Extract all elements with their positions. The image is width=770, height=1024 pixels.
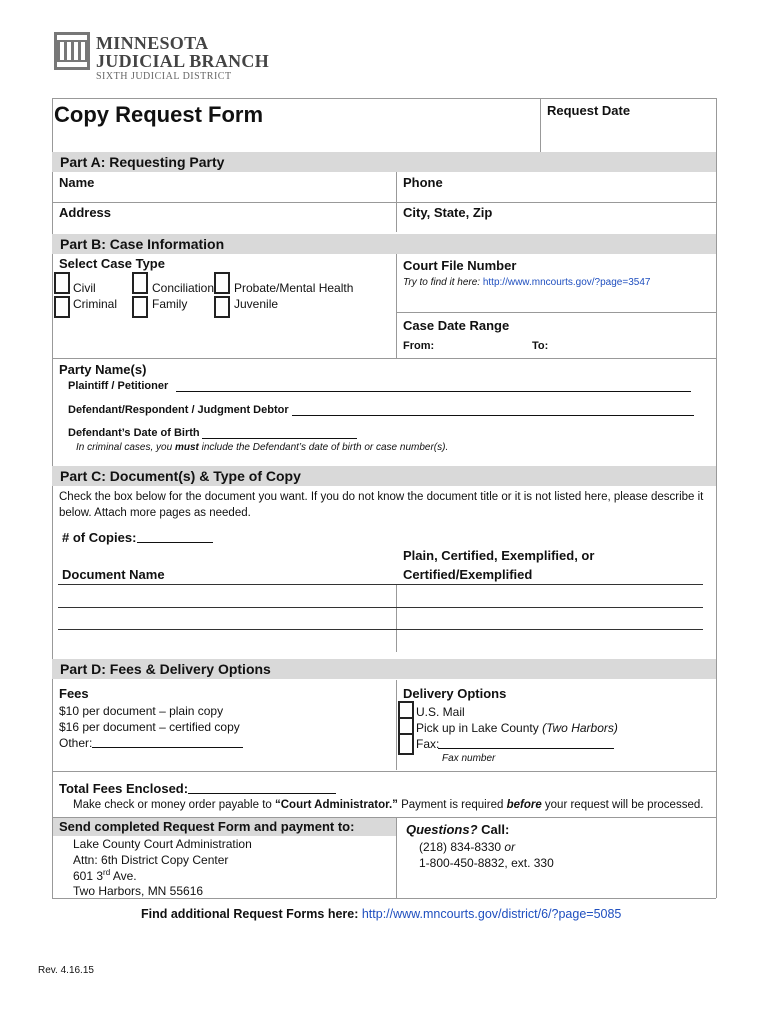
- part-c-header: Part C: Document(s) & Type of Copy: [52, 466, 716, 486]
- defendant-label: Defendant/Respondent / Judgment Debtor: [68, 404, 289, 416]
- copy-type-row-1[interactable]: [397, 585, 703, 607]
- send-address-line4: Two Harbors, MN 55616: [73, 884, 204, 898]
- civil-checkbox[interactable]: [54, 272, 70, 294]
- send-address-line2: Attn: 6th District Copy Center: [73, 853, 229, 867]
- city-state-zip-field[interactable]: [397, 203, 715, 232]
- copies-label: # of Copies:: [62, 530, 137, 545]
- form-title: Copy Request Form: [54, 102, 264, 127]
- part-b-header: Part B: Case Information: [52, 234, 716, 254]
- part-d-header: Part D: Fees & Delivery Options: [52, 659, 716, 679]
- phone-local: (218) 834-8330 or: [419, 840, 516, 854]
- delivery-options-label: Delivery Options: [403, 686, 507, 701]
- send-title: Send completed Request Form and payment to:: [59, 819, 355, 834]
- pillar-icon: [54, 32, 90, 70]
- frame-right: [716, 98, 717, 898]
- phone-field[interactable]: [397, 172, 715, 202]
- criminal-checkbox[interactable]: [54, 296, 70, 318]
- case-date-range-label: Case Date Range: [403, 318, 510, 333]
- select-case-type-label: Select Case Type: [59, 256, 165, 271]
- request-date-field[interactable]: [541, 99, 715, 151]
- date-to-field[interactable]: [552, 338, 712, 354]
- copy-type-header-1: Plain, Certified, Exemplified, or: [403, 548, 595, 563]
- org-name-line2: JUDICIAL BRANCH: [96, 51, 270, 71]
- fee-certified: $16 per document – certified copy: [59, 720, 240, 734]
- probate-checkbox[interactable]: [214, 272, 230, 294]
- copy-type-header-2: Certified/Exemplified: [403, 567, 533, 582]
- fee-other-input[interactable]: [92, 736, 243, 748]
- phone-label: Phone: [403, 175, 443, 190]
- conciliation-checkbox[interactable]: [132, 272, 148, 294]
- additional-forms-link[interactable]: http://www.mncourts.gov/district/6/?page=5085: [361, 907, 622, 921]
- address-field[interactable]: [53, 203, 396, 232]
- dob-label: Defendant’s Date of Birth: [68, 427, 200, 439]
- additional-forms-line: Find additional Request Forms here: http://www.mncourts.gov/district/6/?page=5085: [141, 907, 622, 921]
- part-a-header: Part A: Requesting Party: [52, 152, 716, 172]
- juvenile-checkbox[interactable]: [214, 296, 230, 318]
- send-address-line3: 601 3rd Ave.: [73, 868, 137, 883]
- pickup-label: Pick up in Lake County (Two Harbors): [416, 721, 618, 735]
- document-name-header: Document Name: [62, 567, 165, 582]
- court-seal-logo: [54, 32, 90, 70]
- criminal-label: Criminal: [73, 297, 118, 311]
- total-fees-input[interactable]: [188, 782, 336, 794]
- copies-input[interactable]: [137, 531, 213, 543]
- conciliation-label: Conciliation: [152, 281, 215, 295]
- document-row-1[interactable]: [58, 585, 396, 607]
- date-from-field[interactable]: [436, 338, 528, 354]
- city-state-zip-label: City, State, Zip: [403, 205, 493, 220]
- dob-input[interactable]: [202, 427, 357, 439]
- court-file-lookup-link[interactable]: http://www.mncourts.gov/?page=3547: [482, 277, 651, 288]
- criminal-note: In criminal cases, you must include the Defendant’s date of birth or case number(s).: [76, 442, 449, 453]
- date-from-label: From:: [403, 340, 435, 352]
- name-field[interactable]: [53, 172, 396, 202]
- send-address-line1: Lake County Court Administration: [73, 837, 252, 851]
- frame-bottom: [52, 898, 716, 899]
- fees-label: Fees: [59, 686, 89, 701]
- revision-label: Rev. 4.16.15: [38, 965, 94, 976]
- org-name-line3: SIXTH JUDICIAL DISTRICT: [96, 71, 232, 82]
- plaintiff-label: Plaintiff / Petitioner: [68, 380, 169, 392]
- name-label: Name: [59, 175, 95, 190]
- juvenile-label: Juvenile: [234, 297, 279, 311]
- court-file-number-label: Court File Number: [403, 258, 517, 273]
- family-label: Family: [152, 297, 188, 311]
- questions-call: Questions? Call:: [406, 822, 510, 837]
- probate-label: Probate/Mental Health: [234, 281, 354, 295]
- copy-type-row-2[interactable]: [397, 608, 703, 629]
- fax-number-caption: Fax number: [442, 753, 496, 764]
- phone-tollfree: 1-800-450-8832, ext. 330: [419, 856, 554, 870]
- payable-note: Make check or money order payable to “Court Administrator.” Payment is required before your request will be processed.: [73, 799, 704, 811]
- court-file-hint: Try to find it here: http://www.mncourts.gov/?page=3547: [403, 277, 651, 288]
- civil-label: Civil: [73, 281, 96, 295]
- org-name-line1: MINNESOTA: [96, 33, 209, 53]
- party-names-label: Party Name(s): [59, 362, 147, 377]
- request-date-label: Request Date: [547, 103, 631, 118]
- plaintiff-input[interactable]: [176, 380, 691, 392]
- defendant-input[interactable]: [292, 404, 694, 416]
- fax-checkbox[interactable]: [398, 733, 414, 755]
- family-checkbox[interactable]: [132, 296, 148, 318]
- document-row-2[interactable]: [58, 608, 396, 629]
- fax-number-input[interactable]: [438, 737, 614, 749]
- date-to-label: To:: [532, 340, 549, 352]
- us-mail-label: U.S. Mail: [416, 705, 465, 719]
- part-c-instructions: Check the box below for the document you want. If you do not know the document title or it is not listed here, please describe it below. Attach more pages as needed.: [59, 491, 704, 519]
- fax-label: Fax:: [416, 737, 440, 751]
- total-fees-label: Total Fees Enclosed:: [59, 781, 189, 796]
- address-label: Address: [59, 205, 112, 220]
- fee-plain: $10 per document – plain copy: [59, 704, 224, 718]
- fee-other-label: Other:: [59, 736, 93, 750]
